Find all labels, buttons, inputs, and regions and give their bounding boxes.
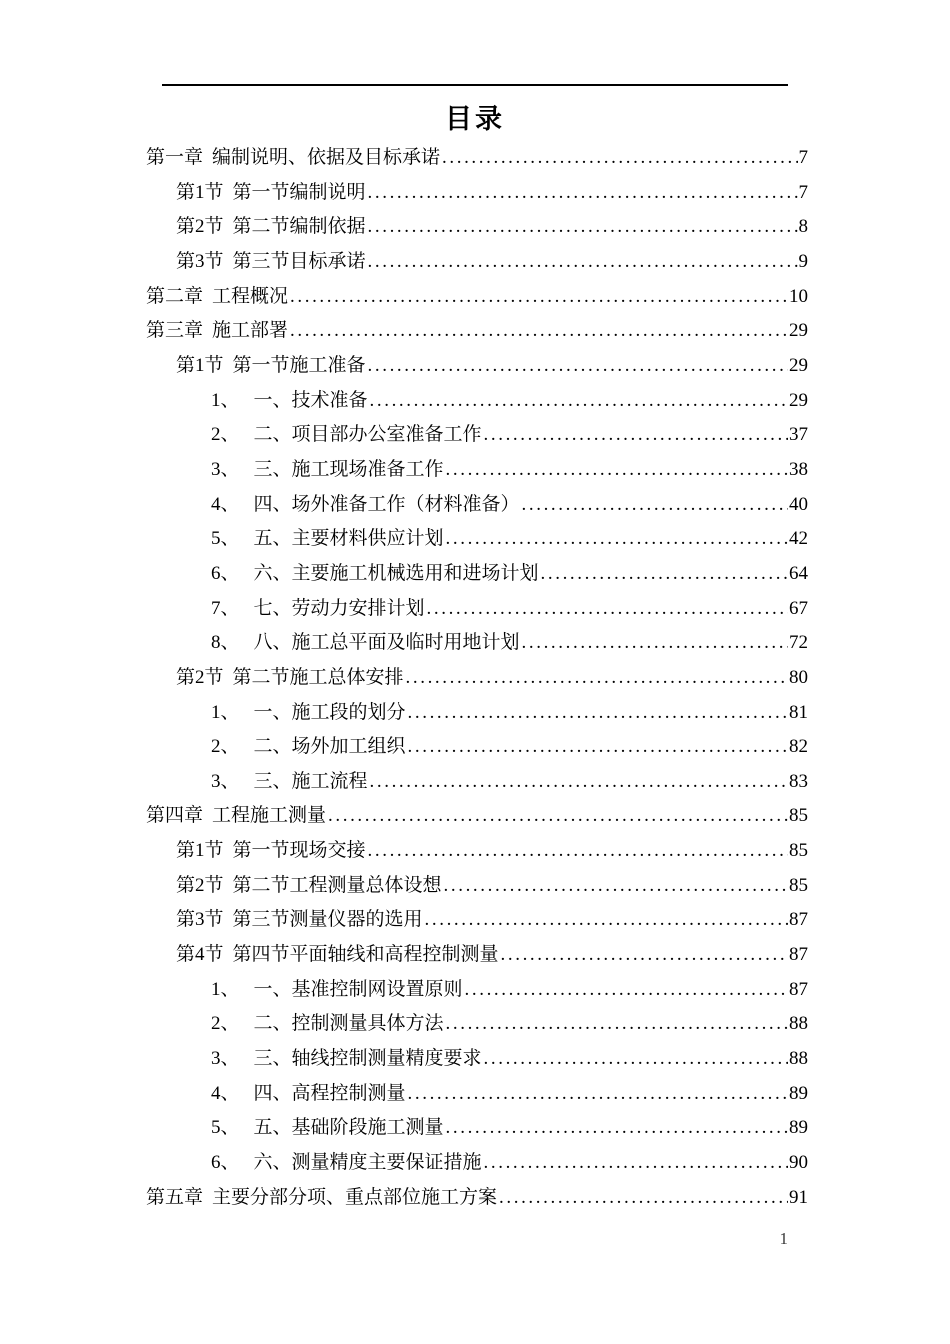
toc-entry-number: 3、 <box>211 458 240 480</box>
dot-leader <box>446 1010 788 1037</box>
toc-entry[interactable] <box>146 244 808 279</box>
toc-entry-page: 29 <box>789 320 808 342</box>
toc-entry-number: 第三章 <box>146 320 204 342</box>
dot-leader <box>446 456 788 483</box>
dot-leader <box>368 248 798 275</box>
toc-entry[interactable] <box>146 1180 808 1215</box>
dot-leader <box>408 699 788 726</box>
toc-entry[interactable] <box>146 1006 808 1041</box>
toc-entry-number: 第2节 <box>176 874 224 896</box>
toc-entry-number: 3、 <box>211 770 240 792</box>
toc-entry-page: 64 <box>789 562 808 584</box>
toc-entry[interactable] <box>146 279 808 314</box>
toc-entry-page: 7 <box>798 181 808 203</box>
toc-entry[interactable] <box>146 487 808 522</box>
toc-entry-page: 87 <box>789 944 808 966</box>
toc-entry-title: 一、技术准备 <box>253 389 368 411</box>
toc-entry-page: 85 <box>789 840 808 862</box>
toc-entry-page: 80 <box>789 666 808 688</box>
toc-entry-title: 八、施工总平面及临时用地计划 <box>253 632 520 654</box>
dot-leader <box>408 1080 788 1107</box>
toc-entry-title: 第二节编制依据 <box>232 216 366 238</box>
toc-entry-page: 7 <box>798 147 808 168</box>
dot-leader <box>446 525 788 552</box>
toc-entry-number: 6、 <box>211 562 240 584</box>
toc-entry[interactable] <box>146 764 808 799</box>
toc-entry-title: 第一节编制说明 <box>232 181 366 203</box>
dot-leader <box>499 1184 788 1211</box>
toc-entry[interactable] <box>146 1145 808 1180</box>
toc-entry[interactable] <box>146 417 808 452</box>
toc-entry-title: 三、轴线控制测量精度要求 <box>253 1048 482 1070</box>
toc-entry-title: 主要分部分项、重点部位施工方案 <box>212 1186 498 1208</box>
toc-entry-title: 二、项目部办公室准备工作 <box>253 424 482 446</box>
toc-entry[interactable] <box>146 348 808 383</box>
toc-entry-number: 5、 <box>211 1117 240 1139</box>
dot-leader <box>368 213 798 240</box>
toc-entry-title: 五、主要材料供应计划 <box>253 528 444 550</box>
toc-entry-title: 第一节施工准备 <box>232 354 366 376</box>
toc-entry-number: 4、 <box>211 493 240 515</box>
toc-entry-title: 四、高程控制测量 <box>253 1082 406 1104</box>
toc-entry-number: 1、 <box>211 978 240 1000</box>
toc-entry-page: 29 <box>789 354 808 376</box>
toc-entry-page: 85 <box>789 805 808 827</box>
toc-entry-page: 87 <box>789 909 808 931</box>
toc-entry-number: 5、 <box>211 528 240 550</box>
toc-entry-page: 83 <box>789 770 808 792</box>
toc-entry-number: 第2节 <box>176 666 224 688</box>
dot-leader <box>290 317 788 344</box>
toc-entry[interactable] <box>146 902 808 937</box>
toc-entry-page: 90 <box>789 1152 808 1174</box>
dot-leader <box>484 1149 788 1176</box>
dot-leader <box>541 560 788 587</box>
toc-entry-number: 7、 <box>211 597 240 619</box>
toc-entry[interactable] <box>146 1041 808 1076</box>
toc-entry[interactable] <box>146 1076 808 1111</box>
toc-entry-title: 三、施工现场准备工作 <box>253 458 444 480</box>
toc-entry[interactable] <box>146 175 808 210</box>
toc-entry[interactable] <box>146 313 808 348</box>
dot-leader <box>370 768 788 795</box>
dot-leader <box>522 491 788 518</box>
toc-entry-number: 第1节 <box>176 840 224 862</box>
toc-entry-title: 三、施工流程 <box>253 770 368 792</box>
footer-page-number: 1 <box>779 1229 788 1248</box>
toc-entry-page: 85 <box>789 874 808 896</box>
toc-entry[interactable] <box>146 937 808 972</box>
toc-entry[interactable] <box>146 833 808 868</box>
toc-entry-number: 4、 <box>211 1082 240 1104</box>
toc-entry-title: 一、施工段的划分 <box>253 701 406 723</box>
toc-entry-title: 一、基准控制网设置原则 <box>253 978 463 1000</box>
toc-entry-page: 37 <box>789 424 808 446</box>
toc-entry-page: 9 <box>798 250 808 272</box>
toc-entry-title: 四、场外准备工作（材料准备） <box>253 493 520 515</box>
toc-entry-page: 87 <box>789 978 808 1000</box>
toc-entry-page: 89 <box>789 1117 808 1139</box>
dot-leader <box>408 733 788 760</box>
toc-entry-page: 89 <box>789 1082 808 1104</box>
toc-entry-number: 第1节 <box>176 354 224 376</box>
toc-entry-page: 91 <box>789 1186 808 1208</box>
dot-leader <box>368 352 788 379</box>
toc-entry[interactable] <box>146 209 808 244</box>
toc-entry-number: 1、 <box>211 701 240 723</box>
toc-entry-page: 42 <box>789 528 808 550</box>
toc-title: 目录 <box>445 104 505 134</box>
toc-entry-title: 施工部署 <box>212 320 289 342</box>
dot-leader <box>368 837 788 864</box>
toc-entry-title: 二、场外加工组织 <box>253 736 406 758</box>
dot-leader <box>522 629 788 656</box>
toc-entry[interactable] <box>146 140 808 175</box>
toc-entry[interactable] <box>146 729 808 764</box>
toc-entry-number: 第五章 <box>146 1186 204 1208</box>
toc-entry-page: 10 <box>789 285 808 307</box>
header-rule <box>162 84 788 86</box>
toc-entry-title: 第三节测量仪器的选用 <box>232 909 423 931</box>
dot-leader <box>427 595 788 622</box>
dot-leader <box>328 802 788 829</box>
toc-entry[interactable] <box>146 521 808 556</box>
dot-leader <box>501 941 788 968</box>
toc-entry-number: 第3节 <box>176 250 224 272</box>
toc-entry-page: 38 <box>789 458 808 480</box>
toc-entry[interactable] <box>146 556 808 591</box>
toc-entry[interactable] <box>146 591 808 626</box>
toc-entry-page: 82 <box>789 736 808 758</box>
toc-entry-number: 第1节 <box>176 181 224 203</box>
toc-entry-page: 72 <box>789 632 808 654</box>
toc-entry-number: 2、 <box>211 424 240 446</box>
toc-list <box>146 140 808 1214</box>
toc-entry-title: 工程概况 <box>212 285 289 307</box>
toc-entry-number: 第二章 <box>146 285 204 307</box>
dot-leader <box>442 144 797 171</box>
toc-entry[interactable] <box>146 625 808 660</box>
toc-entry-number: 8、 <box>211 632 240 654</box>
toc-entry-page: 88 <box>789 1013 808 1035</box>
dot-leader <box>368 179 798 206</box>
dot-leader <box>484 1045 788 1072</box>
toc-entry[interactable] <box>146 1110 808 1145</box>
toc-entry-number: 第四章 <box>146 805 204 827</box>
toc-entry-title: 第四节平面轴线和高程控制测量 <box>232 944 499 966</box>
toc-entry-page: 67 <box>789 597 808 619</box>
toc-entry-title: 第二节工程测量总体设想 <box>232 874 442 896</box>
toc-entry-page: 29 <box>789 389 808 411</box>
toc-entry-number: 第4节 <box>176 944 224 966</box>
dot-leader <box>446 1114 788 1141</box>
dot-leader <box>444 872 788 899</box>
toc-entry-page: 88 <box>789 1048 808 1070</box>
toc-entry[interactable] <box>146 868 808 903</box>
toc-entry-page: 8 <box>798 216 808 238</box>
toc-entry-number: 第3节 <box>176 909 224 931</box>
toc-entry-number: 2、 <box>211 736 240 758</box>
toc-entry-number: 1、 <box>211 389 240 411</box>
toc-entry-number: 第2节 <box>176 216 224 238</box>
dot-leader <box>465 976 788 1003</box>
toc-entry-title: 五、基础阶段施工测量 <box>253 1117 444 1139</box>
toc-entry[interactable] <box>146 798 808 833</box>
toc-entry-number: 第一章 <box>146 147 204 168</box>
toc-entry[interactable] <box>146 452 808 487</box>
toc-entry-page: 81 <box>789 701 808 723</box>
toc-entry[interactable] <box>146 972 808 1007</box>
toc-entry-title: 编制说明、依据及目标承诺 <box>212 147 441 168</box>
toc-entry-title: 第二节施工总体安排 <box>232 666 404 688</box>
dot-leader <box>290 283 788 310</box>
toc-entry-title: 二、控制测量具体方法 <box>253 1013 444 1035</box>
toc-entry-number: 6、 <box>211 1152 240 1174</box>
toc-entry-number: 2、 <box>211 1013 240 1035</box>
toc-entry[interactable] <box>146 695 808 730</box>
toc-entry[interactable] <box>146 383 808 418</box>
toc-entry[interactable] <box>146 660 808 695</box>
dot-leader <box>484 421 788 448</box>
dot-leader <box>406 664 788 691</box>
toc-entry-title: 第三节目标承诺 <box>232 250 366 272</box>
toc-entry-title: 六、主要施工机械选用和进场计划 <box>253 562 539 584</box>
toc-entry-title: 工程施工测量 <box>212 805 327 827</box>
dot-leader <box>425 906 788 933</box>
toc-entry-title: 七、劳动力安排计划 <box>253 597 425 619</box>
toc-entry-page: 40 <box>789 493 808 515</box>
dot-leader <box>370 387 788 414</box>
toc-entry-title: 第一节现场交接 <box>232 840 366 862</box>
toc-entry-title: 六、测量精度主要保证措施 <box>253 1152 482 1174</box>
toc-entry-number: 3、 <box>211 1048 240 1070</box>
